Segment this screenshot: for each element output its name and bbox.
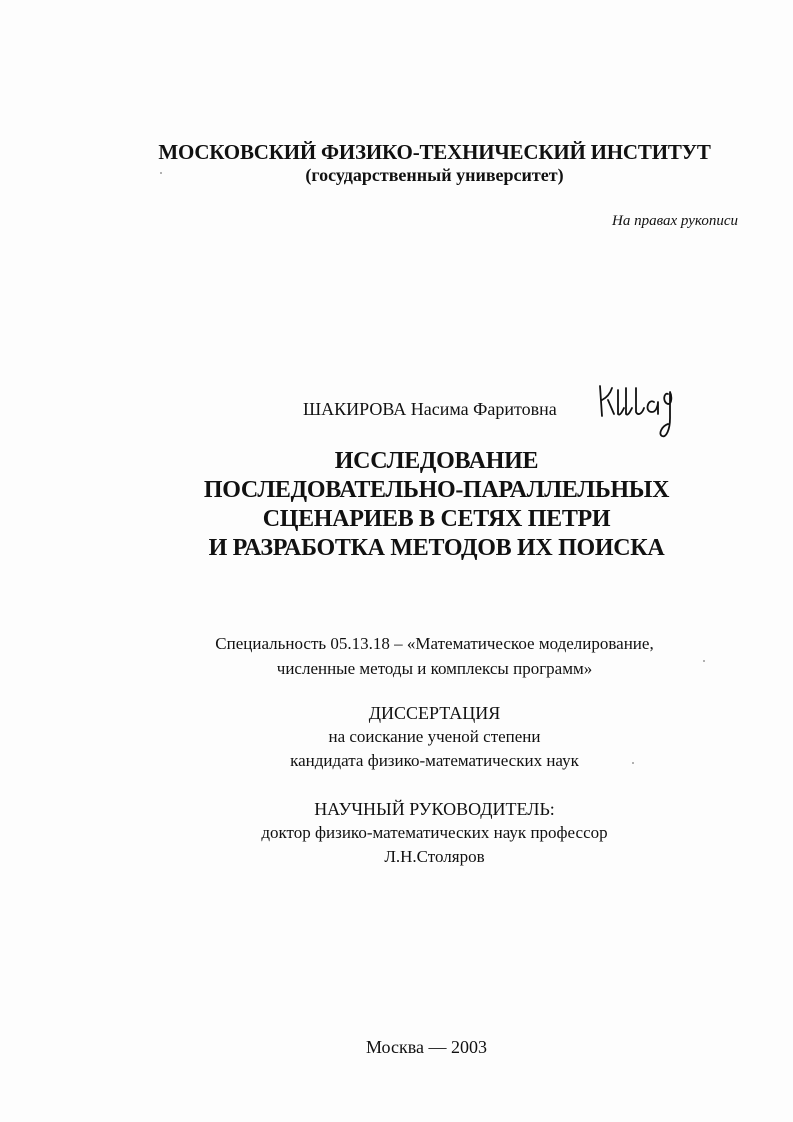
institute-name: МОСКОВСКИЙ ФИЗИКО-ТЕХНИЧЕСКИЙ ИНСТИТУТ (158, 140, 711, 164)
advisor-heading: НАУЧНЫЙ РУКОВОДИТЕЛЬ: (314, 799, 555, 819)
dissertation-title (40, 447, 793, 563)
scan-speck (703, 660, 705, 662)
title-line-1: ИССЛЕДОВАНИЕ (334, 448, 539, 474)
advisor-block (38, 797, 793, 869)
title-line-2: ПОСЛЕДОВАТЕЛЬНО-ПАРАЛЛЕЛЬНЫХ (203, 477, 670, 503)
scan-speck (632, 762, 634, 764)
scan-speck (160, 172, 162, 174)
dissertation-line-2: кандидата физико-математических наук (290, 751, 579, 770)
manuscript-rights-note: На правах рукописи (612, 213, 738, 229)
title-line-3: СЦЕНАРИЕВ В СЕТЯХ ПЕТРИ (262, 506, 611, 532)
city-year: Москва — 2003 (366, 1037, 487, 1057)
title-line-4: И РАЗРАБОТКА МЕТОДОВ ИХ ПОИСКА (208, 535, 665, 561)
specialty-line-1: Специальность 05.13.18 – «Математическое моделирование, (215, 634, 654, 653)
dissertation-heading: ДИССЕРТАЦИЯ (368, 703, 501, 723)
specialty-block (38, 631, 793, 681)
institute-subtitle: (государственный университет) (305, 165, 564, 185)
dissertation-line-1: на соискание ученой степени (328, 727, 541, 746)
handwritten-signature (596, 378, 688, 448)
specialty-line-2: численные методы и комплексы программ» (276, 659, 593, 678)
dissertation-block (38, 701, 793, 773)
author-name: ШАКИРОВА Насима Фаритовна (303, 399, 557, 419)
advisor-title: доктор физико-математических наук профессор (261, 823, 608, 842)
advisor-name: Л.Н.Столяров (384, 847, 485, 866)
